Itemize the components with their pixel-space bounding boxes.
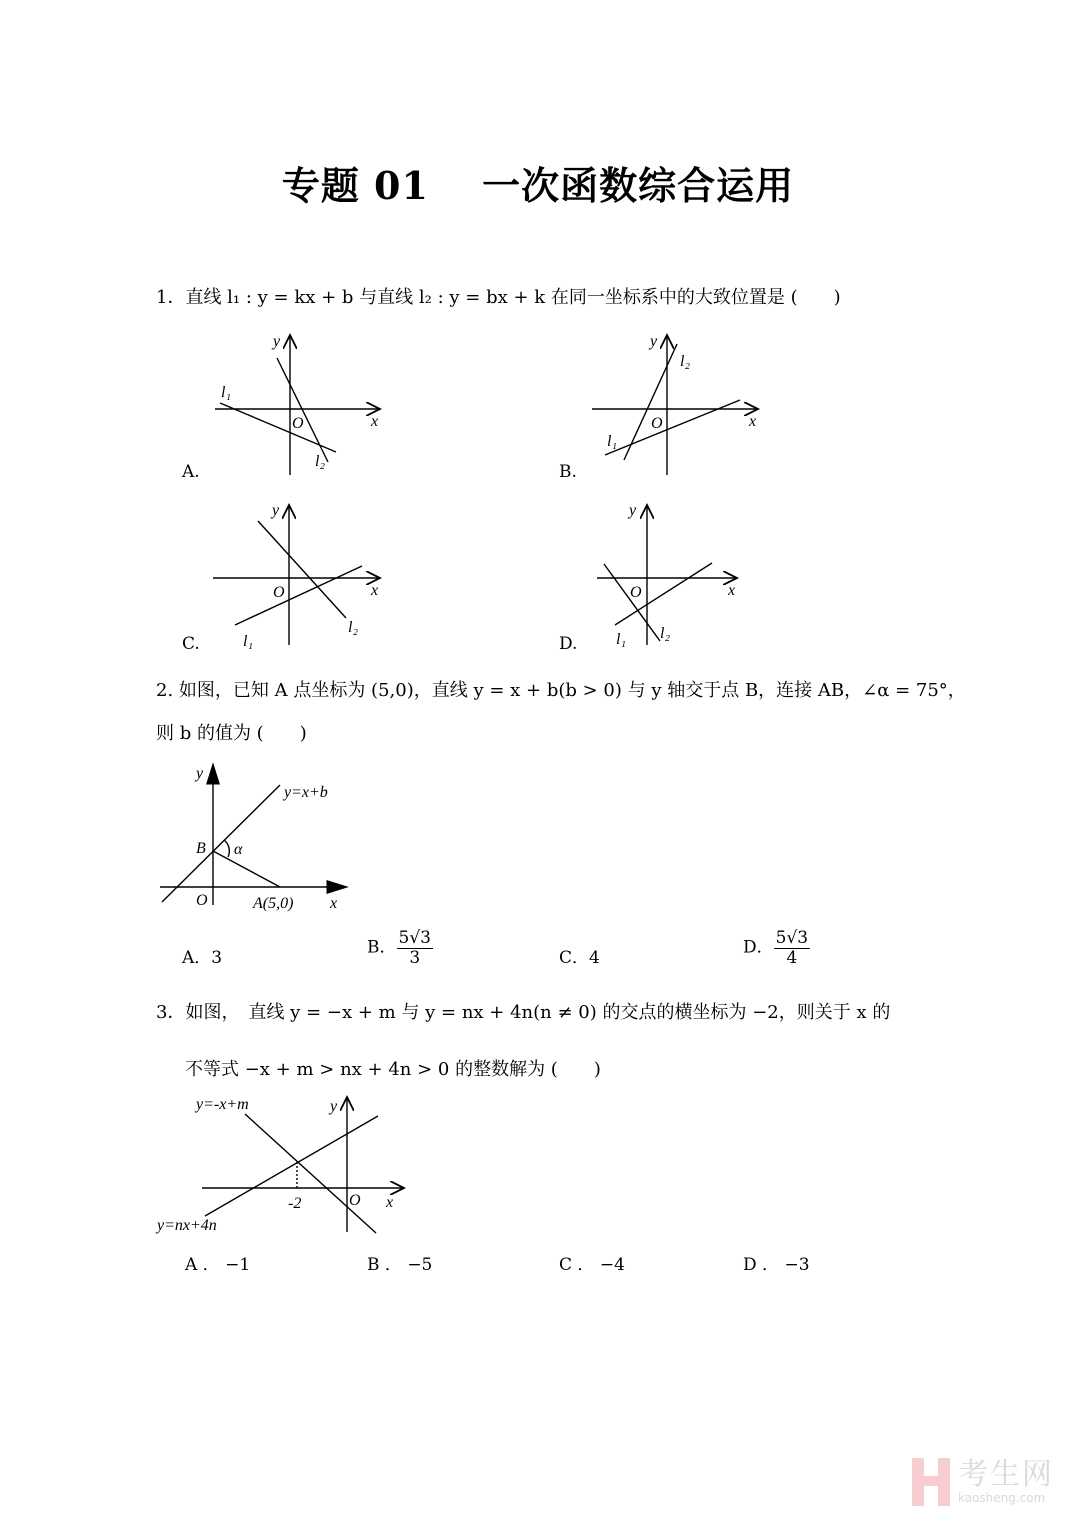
q1-option-d: D. [559, 634, 578, 654]
question-2-line-2: 则 b 的值为 ( ) [156, 723, 307, 744]
axis-label-x: x [728, 582, 736, 599]
q3-origin-label: O [349, 1192, 361, 1209]
q3-option-d: D ． −3 [743, 1255, 810, 1275]
l2-label: l₂ [680, 353, 691, 370]
q2-y-label: y [196, 765, 204, 782]
watermark-cn: 考生网 [958, 1457, 1054, 1492]
axis-label-x: x [371, 582, 379, 599]
q2-a-label: A(5,0) [253, 895, 294, 912]
l2-label: l₂ [315, 453, 326, 470]
q2-alpha-label: α [234, 841, 243, 858]
axis-label-y: y [272, 502, 280, 519]
axis-label-y: y [629, 502, 637, 519]
watermark-logo-icon [912, 1458, 952, 1506]
graph-b [592, 335, 758, 475]
question-1-text: 1．直线 l₁ : y = kx + b 与直线 l₂ : y = bx + k 在同一坐标系中的大致位置是 ( ) [156, 287, 841, 308]
watermark [912, 1458, 1054, 1506]
q2-option-c: C．4 [559, 948, 600, 968]
graph-a [215, 335, 380, 475]
watermark-en: kaosheng.com [958, 1491, 1046, 1505]
graph-d [597, 505, 737, 645]
l2-label: l₂ [660, 625, 671, 642]
question-3-line-2: 不等式 −x + m > nx + 4n > 0 的整数解为 ( ) [185, 1059, 601, 1080]
origin-label: O [292, 415, 304, 432]
axis-label-x: x [371, 413, 379, 430]
q2-b-label: B [196, 840, 206, 857]
q3-option-c: C ． −4 [559, 1255, 625, 1275]
q2-x-label: x [330, 895, 338, 912]
l1-label: l₁ [243, 633, 254, 650]
q3-y-label: y [330, 1098, 338, 1115]
q2-option-b: B． $\frac{5√3}{3}$ [367, 928, 431, 968]
origin-label: O [630, 584, 642, 601]
l1-label: l₁ [616, 631, 627, 648]
q3-option-a: A ． −1 [185, 1255, 251, 1275]
q3-x-label: x [386, 1194, 394, 1211]
axis-label-y: y [650, 333, 658, 350]
page-title: 专题 01 一次函数综合运用 [281, 163, 795, 208]
origin-label: O [651, 415, 663, 432]
q1-option-b: B. [559, 462, 577, 482]
q3-line1-label: y=-x+m [196, 1096, 249, 1113]
q2-line-label: y=x+b [284, 784, 328, 801]
q3-option-b: B ． −5 [367, 1255, 433, 1275]
q1-option-c: C. [182, 634, 200, 654]
q3-graph [202, 1097, 404, 1233]
axis-label-y: y [273, 333, 281, 350]
q2-origin-label: O [196, 892, 208, 909]
q2-option-d: D． $\frac{5√3}{4}$ [743, 928, 809, 968]
q2-option-a: A．3 [182, 948, 223, 968]
q3-tick-label: -2 [288, 1195, 302, 1212]
q1-option-a: A. [182, 462, 200, 482]
q3-line2-label: y=nx+4n [157, 1217, 217, 1234]
question-2-line-1: 2. 如图，已知 A 点坐标为 (5,0)，直线 y = x + b(b > 0) 与 y 轴交于点 B，连接 AB，∠α = 75°， [156, 680, 966, 701]
question-3-line-1: 3．如图， 直线 y = −x + m 与 y = nx + 4n(n ≠ 0) 的交点的横坐标为 −2，则关于 x 的 [156, 1002, 891, 1023]
l1-label: l₁ [221, 384, 232, 401]
axis-label-x: x [749, 413, 757, 430]
origin-label: O [273, 584, 285, 601]
l2-label: l₂ [348, 619, 359, 636]
l1-label: l₁ [607, 433, 618, 450]
